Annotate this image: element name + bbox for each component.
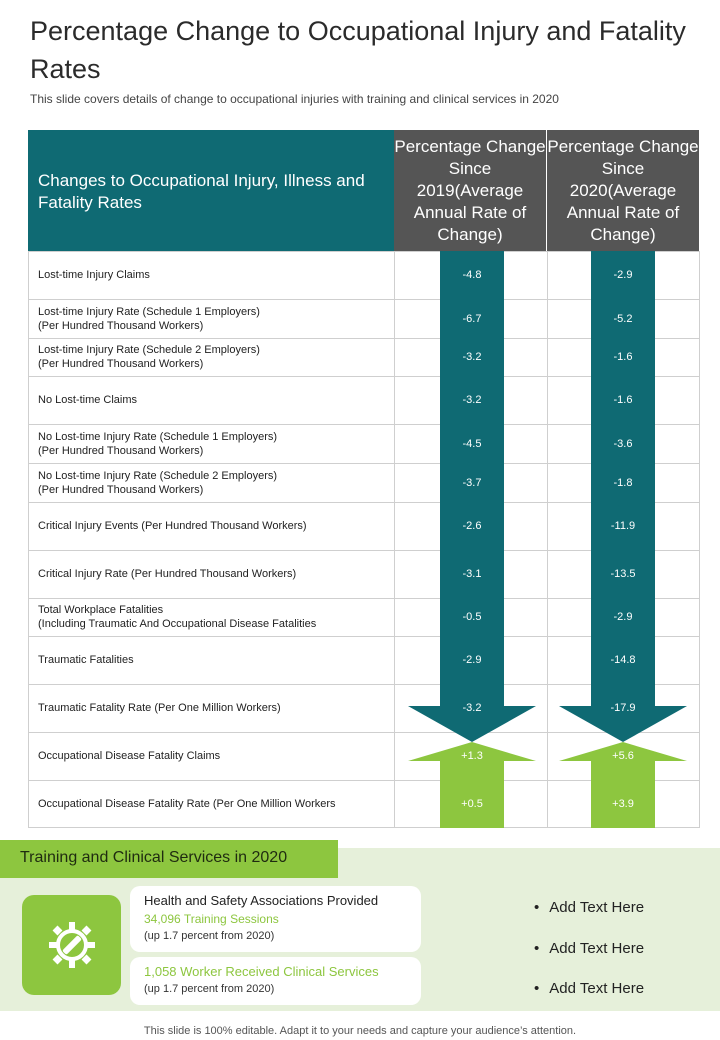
value-2020: -14.8 [610,654,636,666]
page-subtitle: This slide covers details of change to occupational injuries with training and clinical services in 2020 [30,92,559,106]
clinical-services: 1,058 Worker Received Clinical Services [144,964,379,979]
value-2019: +1.3 [461,750,483,762]
bullet-list [534,898,644,1020]
bullet-item: • Add Text Here [534,898,644,918]
value-2020: -1.6 [613,394,633,406]
value-2020: -11.9 [610,520,636,532]
value-2020: -17.9 [610,702,636,714]
clinical-services-change: (up 1.7 percent from 2020) [144,983,275,995]
rates-table [28,130,700,828]
bullet-item: • Add Text Here [534,979,644,999]
row-label: No Lost-time Injury Rate (Schedule 2 Employers) (Per Hundred Thousand Workers) [38,469,278,496]
row-label: No Lost-time Injury Rate (Schedule 1 Employers) (Per Hundred Thousand Workers) [38,430,278,457]
row-label: Traumatic Fatalities [38,654,134,666]
value-2019: -4.8 [462,269,482,281]
value-2019: -2.6 [462,520,482,532]
clinical-card [130,957,421,1005]
value-2019: -0.5 [462,611,482,623]
bullet-item: • Add Text Here [534,939,644,959]
tools-gear-icon [22,895,121,995]
row-label: Total Workplace Fatalities (Including Traumatic And Occupational Disease Fatalities [38,604,317,630]
value-2019: -3.2 [462,351,482,363]
training-sessions-change: (up 1.7 percent from 2020) [144,930,275,942]
value-2020: -2.9 [613,611,633,623]
value-2020: -1.8 [613,476,633,489]
row-label: Lost-time Injury Claims [38,269,150,281]
value-2020: -3.6 [613,437,633,450]
value-2020: -2.9 [613,269,633,281]
value-2019: -3.2 [462,702,482,714]
row-label: Occupational Disease Fatality Rate (Per One Million Workers [38,798,336,810]
row-label: No Lost-time Claims [38,394,138,406]
value-2020: -13.5 [610,568,636,580]
card-title: Health and Safety Associations Provided [144,893,379,908]
header-main: Changes to Occupational Injury, Illness and Fatality Rates [28,130,394,251]
value-2020: -1.6 [613,351,633,363]
value-2019: -3.7 [462,476,482,489]
value-2019: -6.7 [462,312,482,325]
row-label: Lost-time Injury Rate (Schedule 2 Employers) (Per Hundred Thousand Workers) [38,344,260,370]
header-col-2019: Percentage Change Since 2019(Average Annual Rate of Change) [394,130,546,251]
row-label: Lost-time Injury Rate (Schedule 1 Employers) (Per Hundred Thousand Workers) [38,305,260,332]
value-2020: +3.9 [612,798,634,810]
training-card [130,886,421,952]
row-label: Traumatic Fatality Rate (Per One Million Workers) [38,702,281,714]
value-2019: -3.1 [462,568,482,580]
row-label: Critical Injury Rate (Per Hundred Thousand Workers) [38,568,297,580]
value-2019: -4.5 [462,437,482,450]
row-label: Occupational Disease Fatality Claims [38,750,221,762]
training-sessions: 34,096 Training Sessions [144,912,279,926]
value-2019: -2.9 [462,654,482,666]
value-2019: -3.2 [462,394,482,406]
row-label: Critical Injury Events (Per Hundred Thousand Workers) [38,520,307,532]
training-heading: Training and Clinical Services in 2020 [0,840,338,878]
value-2020: +5.6 [612,750,634,762]
value-2019: +0.5 [461,798,483,810]
header-col-2020: Percentage Change Since 2020(Average Annual Rate of Change) [547,130,699,251]
value-2020: -5.2 [613,312,633,325]
page-title: Percentage Change to Occupational Injury and Fatality Rates [30,16,686,84]
footer-note: This slide is 100% editable. Adapt it to your needs and capture your audience’s attention. [143,1025,577,1037]
